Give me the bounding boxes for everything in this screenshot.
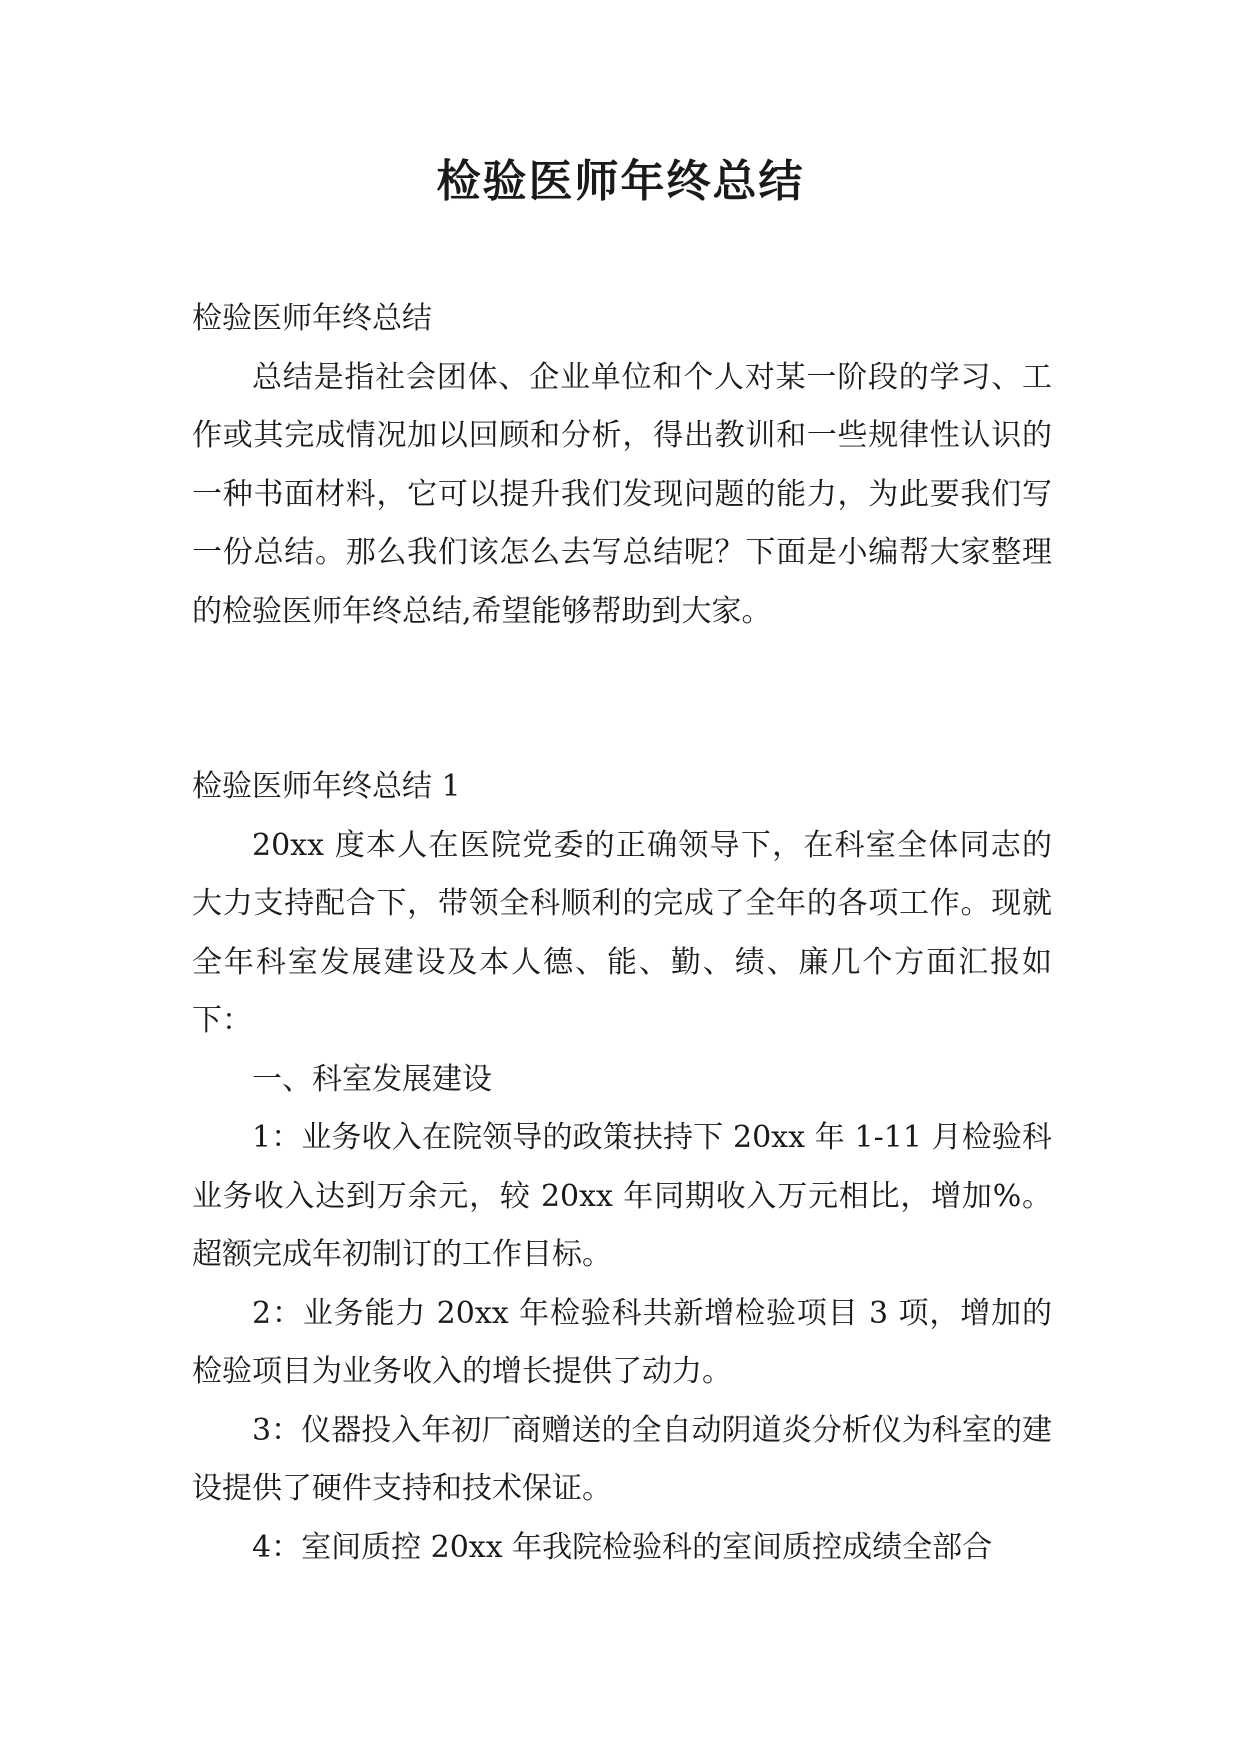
body-paragraph: 1：业务收入在院领导的政策扶持下 20xx 年 1-11 月检验科业务收入达到万余元，较 20xx 年同期收入万元相比，增加%。超额完成年初制订的工作目标。 [192,1120,1052,1272]
section-heading: 检验医师年终总结 1 [192,769,461,804]
body-paragraph: 2：业务能力 20xx 年检验科共新增检验项目 3 项，增加的检验项目为业务收入的增长提供了动力。 [192,1295,1052,1389]
body-paragraph: 3：仪器投入年初厂商赠送的全自动阴道炎分析仪为科室的建设提供了硬件支持和技术保证。 [192,1412,1052,1506]
body-paragraph: 4：室间质控 20xx 年我院检验科的室间质控成绩全部合 [252,1529,993,1565]
intro-heading: 检验医师年终总结 [192,301,432,336]
document-title: 检验医师年终总结 [436,156,805,207]
section-spacer [192,641,1052,758]
subsection-heading: 一、科室发展建设 [252,1061,492,1097]
body-paragraph: 20xx 度本人在医院党委的正确领导下，在科室全体同志的大力支持配合下，带领全科顺利的完成了全年的各项工作。现就全年科室发展建设及本人德、能、勤、绩、廉几个方面汇报如下： [192,827,1052,1038]
intro-paragraph: 总结是指社会团体、企业单位和个人对某一阶段的学习、工作或其完成情况加以回顾和分析，得出教训和一些规律性认识的一种书面材料，它可以提升我们发现问题的能力，为此要我们写一份总结。那么我们该怎么去写总结呢？下面是小编帮大家整理的检验医师年终总结,希望能够帮助到大家。 [192,359,1052,629]
document-body [192,290,1052,1577]
